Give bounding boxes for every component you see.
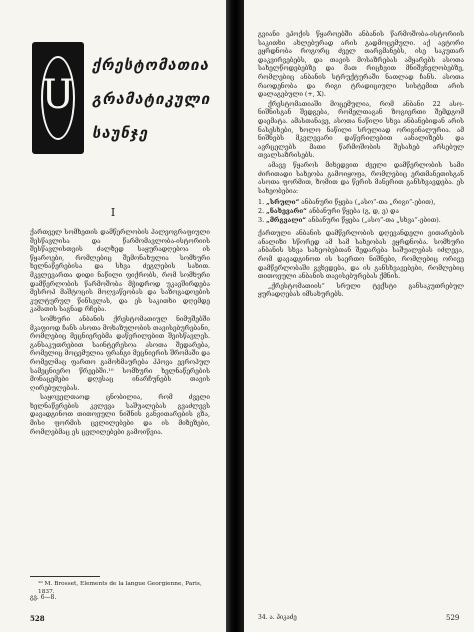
- page-number-right: 529: [446, 614, 460, 622]
- paragraph: საყოველთაოდ ცნობილია, რომ ძველი ხელნაწერების კვლევა საშუალებას გვაძლევს დავადგინოთ თითოეული ნიშნის განვითარების გზა, მისი ფორმის ცვლილებები და ის მიზეზები, რომლებმაც ეს ცვლილებები გამოიწვია.: [30, 393, 210, 436]
- book-gutter: [226, 0, 244, 632]
- section-number: I: [110, 206, 116, 219]
- title-line-3: საუნჯე: [92, 124, 149, 142]
- alphabet-types-list: [258, 198, 464, 225]
- paragraph: გვიანი ეპოქის წყაროებში ანბანის წარმოშობა-ისტორიის საკითხი ახლებურად არის გადმოცემული. აქ ავტორი ეყრდნობა როგორც ძველ თარგმანებს, ისე საკუთარ დაკვირვებებს, და თავის მოსაზრებას ამყარებს ასოთა სახელწოდებებზე და მათ რიცხვით მნიშვნელობებზე, რომლებიც ანბანის სტრუქტურაში ნათლად ჩანს. ასოთა რაოდენობა და რიგი ტრადიციული სისტემით არის დალაგებული (+, X).: [258, 30, 464, 99]
- list-text: ანბანური წყება („ასო“-თა „სხვა“-ებით).: [306, 216, 441, 225]
- list-item: [258, 207, 464, 216]
- initial-letter: Ս: [42, 72, 74, 118]
- list-item: [258, 216, 464, 225]
- chapter-title: [92, 48, 222, 150]
- list-text: ანბანური წყება („ასო“-თა „რიგი“-ებით),: [299, 198, 436, 207]
- right-body-text: [258, 30, 464, 300]
- paragraph: „ქრესტომათიის“ სრული ტექსტი განსაკუთრებულ ყურადღებას იმსახურებს.: [258, 281, 464, 299]
- footnote: ¹⁰ M. Brosset, Elements de la langue Georgienne, Paris, 1837.: [38, 581, 202, 595]
- list-item: [258, 198, 464, 207]
- printer-signature: გვ. 6—8.: [30, 594, 57, 601]
- list-term: „ნახევარი“: [266, 207, 307, 216]
- footnote-rule: [30, 576, 100, 577]
- left-page: [0, 0, 226, 632]
- paragraph: ქრესტომათიაში მოცემულია, რომ ანბანი 22 ასო-ნიშნისგან შედგება, რომელთაგან ზოგიერთი შემდგომ დაემატა. ამასთანავე, ასოთა ნაწილი სხვა ანბანებიდან არის ნასესხები, ხოლო ნაწილი სრულიად ორიგინალურია. ამ ნიშნებს მკვლევარი დაწვრილებით აანალიზებს და ავრცელებს მათი წარმოშობის შესახებ არსებულ თვალსაზრისებს.: [258, 99, 464, 160]
- paragraph: ამავე წყაროს მიხედვით ძველი დამწერლობის სამი ძირითადი სახეობა გამოიყოფა, რომლებიც ერთმანეთისგან ასოთა ფორმით, ზომით და წერის მანერით განსხვავდება. ეს სახეობებია:: [258, 160, 464, 195]
- list-term: „სრული“: [266, 198, 300, 207]
- page-number-left: 528: [30, 614, 45, 623]
- title-line-2: გრამატიკული: [92, 90, 211, 108]
- list-number: 2.: [258, 207, 265, 216]
- printer-signature-right: 34. ა. პიკაძე: [258, 614, 297, 621]
- paragraph: სომხური ანბანის ქრესტომათიულ ნიმუშებში მკაფიოდ ჩანს ასოთა მოხაზულობის თავისებურებანი, რომლებიც მეცნიერებმა დაწვრილებით შეისწავლეს. განსაკუთრებით საინტერესოა ასოთა შედარება, რომელიც მოცემულია ფრანგი მეცნიერის შრომაში და რომელმაც ფართო გამოხმაურება ჰპოვა ევროპულ სამეცნიერო წრეებში.¹⁰ სომხური ხელნაწერების მონაცემები დღესაც ინარჩუნებს თავის ღირებულებას.: [30, 314, 210, 392]
- title-line-1: ქრესტომათია: [92, 56, 210, 74]
- left-body-text: [30, 228, 210, 436]
- list-number: 1.: [258, 198, 265, 207]
- list-number: 3.: [258, 216, 265, 225]
- paragraph: ქართველ სომხეთის დამწერლობის პალეოგრაფიული შესწავლისა და წარმომავლობა-ისტორიის შესწავლისთვის ძალზედ საყურადღებოა ის წყაროები, რომლებიც შემონახულია სომხური ხელნაწერებისა და სხვა ძეგლების სახით. მკვლევართა დიდი ნაწილი ფიქრობს, რომ სომხური დამწერლობის წარმოშობა მჭიდროდ უკავშირდება მესროპ მაშტოცის მოღვაწეობას და საზოგადოების კულტურულ წინსვლას, და ეს საკითხი დღემდე კამათის საგნად რჩება.: [30, 228, 210, 314]
- list-term: „მრგვალი“: [266, 216, 307, 225]
- decorative-initial: [32, 42, 84, 154]
- list-text: ანბანური წყება (გ, დ, ე) და: [306, 207, 399, 216]
- paragraph: ქართული ანბანის დამწერლობის დღევანდელი ვითარების ანალიზი სწორედ ამ სამ სახეობას ეყრდნობა. სომხური ანბანის სხვა სახეობებთან შედარება საშუალებას იძლევა, რომ დავადგინოთ ის საერთო ნიშნები, რომლებიც ორივე დამწერლობაში გვხვდება, და ის განსხვავებები, რომლებიც თითოეული ანბანის თავისებურებას ქმნის.: [258, 229, 464, 281]
